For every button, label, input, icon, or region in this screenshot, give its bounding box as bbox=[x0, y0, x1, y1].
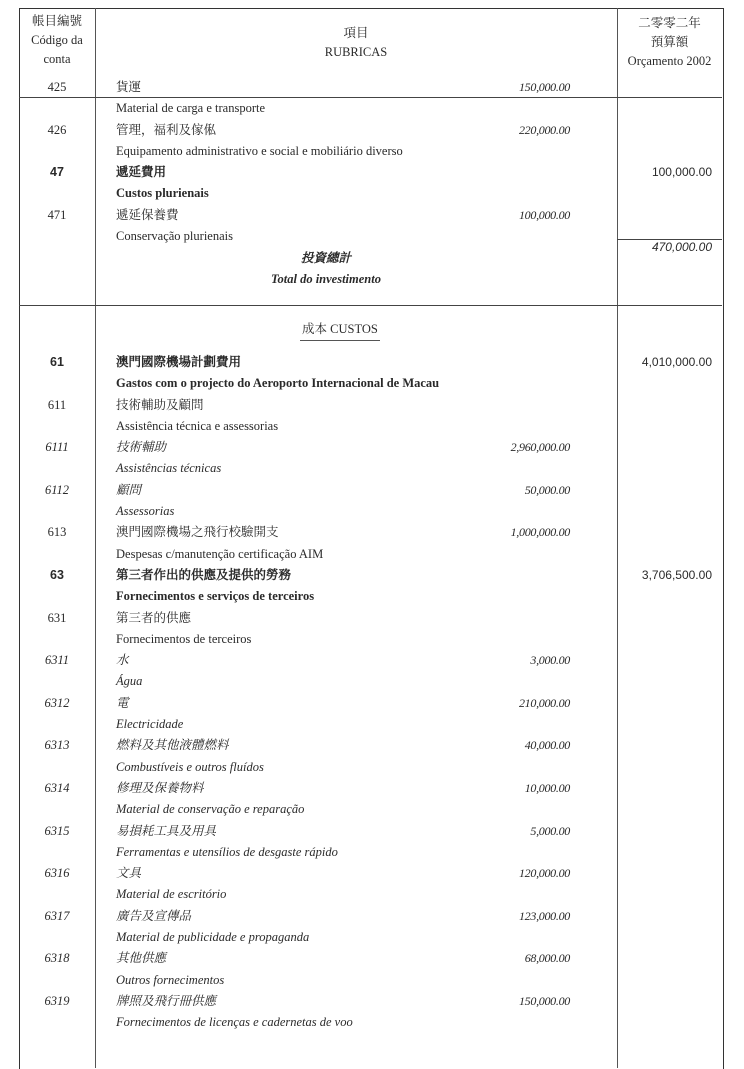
header-code bbox=[19, 12, 95, 69]
item-name-zh: 第三者的供應 bbox=[116, 610, 192, 625]
item-amount: 210,000.00 bbox=[518, 695, 570, 710]
table-row bbox=[19, 650, 722, 671]
table-row bbox=[19, 395, 722, 416]
account-code: 6318 bbox=[44, 951, 70, 966]
item-name-pt: Material de escritório bbox=[116, 887, 227, 902]
table-row-description bbox=[19, 226, 722, 247]
investment-total bbox=[19, 240, 722, 291]
account-code: 6315 bbox=[44, 823, 70, 838]
item-name-pt: Fornecimentos de licenças e cadernetas de voo bbox=[116, 1015, 353, 1030]
account-code: 425 bbox=[47, 80, 67, 94]
item-name-zh: 修理及保養物料 bbox=[116, 780, 204, 795]
item-name-pt: Material de publicidade e propaganda bbox=[116, 930, 310, 945]
item-name-pt: Gastos com o projecto do Aeroporto Internacional de Macau bbox=[116, 376, 440, 391]
table-row-description bbox=[19, 671, 722, 692]
table-row bbox=[19, 778, 722, 799]
account-code: 471 bbox=[47, 207, 67, 222]
account-code: 6314 bbox=[44, 780, 70, 795]
item-name-pt: Outros fornecimentos bbox=[116, 972, 225, 987]
header-budget-zh: 預算額 bbox=[650, 35, 689, 49]
table-row-description bbox=[19, 501, 722, 522]
table-row-description bbox=[19, 757, 722, 778]
table-row-description bbox=[19, 842, 722, 863]
table-row bbox=[19, 480, 722, 501]
table-row bbox=[19, 437, 722, 458]
account-code: 6316 bbox=[44, 866, 70, 881]
header-rubric-pt: RUBRICAS bbox=[324, 45, 388, 59]
investment-total-pt: Total do investimento bbox=[271, 272, 381, 287]
item-amount: 150,000.00 bbox=[518, 993, 570, 1008]
item-name-zh: 技術輔助 bbox=[116, 440, 167, 455]
account-code: 426 bbox=[47, 122, 67, 137]
header-code-zh: 帳目編號 bbox=[31, 14, 82, 28]
table-row bbox=[19, 735, 722, 756]
account-code: 611 bbox=[47, 397, 67, 412]
item-name-pt: Fornecimentos e serviços de terceiros bbox=[116, 589, 315, 604]
table-row bbox=[19, 863, 722, 884]
table-row-description bbox=[19, 970, 722, 991]
item-name-pt: Assistências técnicas bbox=[116, 461, 222, 476]
account-code: 631 bbox=[47, 610, 67, 625]
table-row-description bbox=[19, 586, 722, 607]
item-name-pt: Despesas c/manutenção certificação AIM bbox=[116, 546, 324, 561]
item-amount: 10,000.00 bbox=[524, 780, 570, 795]
item-name-zh: 文具 bbox=[116, 866, 142, 881]
table-row bbox=[19, 522, 722, 543]
table-row-description bbox=[19, 416, 722, 437]
table-row bbox=[19, 991, 722, 1012]
header-rubric bbox=[95, 24, 617, 62]
item-amount: 150,000.00 bbox=[518, 80, 570, 94]
table-row-description bbox=[19, 98, 722, 119]
item-amount: 40,000.00 bbox=[524, 738, 570, 753]
item-name-pt: Electricidade bbox=[116, 717, 184, 732]
item-name-pt: Conservação plurienais bbox=[116, 229, 233, 244]
table-row-description bbox=[19, 1012, 722, 1033]
item-name-zh: 廣告及宣傳品 bbox=[116, 908, 192, 923]
table-row bbox=[19, 608, 722, 629]
table-row bbox=[19, 693, 722, 714]
budget-total: 4,010,000.00 bbox=[641, 355, 712, 369]
table-row bbox=[19, 948, 722, 969]
account-code: 6317 bbox=[44, 908, 70, 923]
account-code: 6112 bbox=[44, 482, 70, 497]
item-amount: 100,000.00 bbox=[518, 207, 570, 222]
account-code: 6319 bbox=[44, 993, 70, 1008]
table-row bbox=[19, 906, 722, 927]
item-name-pt: Custos plurienais bbox=[116, 186, 209, 201]
header-code-pt: conta bbox=[43, 52, 71, 66]
item-name-zh: 水 bbox=[116, 653, 129, 668]
item-name-pt: Água bbox=[116, 674, 143, 689]
account-code: 47 bbox=[50, 165, 64, 180]
item-name-pt: Material de conservação e reparação bbox=[116, 802, 305, 817]
table-row-description bbox=[19, 927, 722, 948]
table-row-description bbox=[19, 183, 722, 204]
account-code: 6313 bbox=[44, 738, 70, 753]
investment-total-value: 470,000.00 bbox=[651, 240, 712, 254]
item-amount: 68,000.00 bbox=[524, 951, 570, 966]
item-name-zh: 顧問 bbox=[116, 482, 142, 497]
item-name-pt: Material de carga e transporte bbox=[116, 101, 265, 116]
item-name-zh: 牌照及飛行冊供應 bbox=[116, 993, 217, 1008]
header-code-pt: Código da bbox=[31, 33, 83, 47]
account-code: 63 bbox=[50, 567, 64, 582]
table-row-description bbox=[19, 373, 722, 394]
item-name-pt: Assistência técnica e assessorias bbox=[116, 418, 279, 433]
investment-total-zh: 投資總計 bbox=[300, 251, 351, 265]
item-amount: 120,000.00 bbox=[518, 866, 570, 881]
header-budget-year: 二零零二年 bbox=[638, 16, 701, 30]
header-budget bbox=[617, 14, 722, 71]
table-row-description bbox=[19, 714, 722, 735]
item-name-zh: 遞延費用 bbox=[116, 165, 167, 180]
account-code: 61 bbox=[50, 355, 64, 369]
section-divider bbox=[19, 305, 722, 306]
table-row bbox=[19, 162, 722, 183]
budget-total: 3,706,500.00 bbox=[641, 567, 712, 582]
item-amount: 5,000.00 bbox=[530, 823, 570, 838]
table-row bbox=[19, 205, 722, 226]
account-code: 613 bbox=[47, 525, 67, 540]
table-row bbox=[19, 565, 722, 586]
item-name-zh: 電 bbox=[116, 695, 129, 710]
table-row bbox=[19, 821, 722, 842]
item-name-zh: 燃料及其他液體燃料 bbox=[116, 738, 229, 753]
item-name-zh: 管理，福利及傢俬 bbox=[116, 122, 217, 137]
table-row-description bbox=[19, 884, 722, 905]
item-amount: 50,000.00 bbox=[524, 482, 570, 497]
header-budget-pt: Orçamento 2002 bbox=[627, 54, 712, 68]
item-amount: 3,000.00 bbox=[530, 653, 570, 668]
cost-section bbox=[19, 352, 722, 1034]
account-code: 6111 bbox=[45, 440, 69, 455]
section-title: 成本 CUSTOS bbox=[300, 319, 380, 341]
item-name-zh: 澳門國際機場之飛行校驗開支 bbox=[116, 525, 279, 540]
item-amount: 123,000.00 bbox=[518, 908, 570, 923]
item-amount: 220,000.00 bbox=[518, 122, 570, 137]
table-row bbox=[19, 352, 722, 373]
budget-total: 100,000.00 bbox=[651, 165, 712, 180]
item-name-pt: Assessorias bbox=[116, 504, 175, 519]
item-name-zh: 技術輔助及顧問 bbox=[116, 397, 204, 412]
account-code: 6312 bbox=[44, 695, 70, 710]
item-amount: 2,960,000.00 bbox=[510, 440, 570, 455]
item-name-pt: Fornecimentos de terceiros bbox=[116, 631, 252, 646]
item-name-pt: Ferramentas e utensílios de desgaste rápido bbox=[116, 844, 338, 859]
table-row-description bbox=[19, 141, 722, 162]
item-name-zh: 貨運 bbox=[116, 80, 142, 94]
table-row bbox=[19, 120, 722, 141]
header-rubric-zh: 項目 bbox=[343, 26, 369, 40]
table-row-description bbox=[19, 458, 722, 479]
item-name-zh: 易損耗工具及用具 bbox=[116, 823, 217, 838]
table-row-description bbox=[19, 799, 722, 820]
item-amount: 1,000,000.00 bbox=[510, 525, 570, 540]
item-name-zh: 遞延保養費 bbox=[116, 207, 179, 222]
item-name-zh: 其他供應 bbox=[116, 951, 167, 966]
item-name-pt: Equipamento administrativo e social e mobiliário diverso bbox=[116, 143, 403, 158]
account-code: 6311 bbox=[44, 653, 70, 668]
table-row-description bbox=[19, 544, 722, 565]
investment-section bbox=[19, 77, 722, 247]
item-name-zh: 澳門國際機場計劃費用 bbox=[116, 355, 242, 369]
item-name-zh: 第三者作出的供應及提供的勞務 bbox=[116, 567, 292, 582]
table-row-description bbox=[19, 629, 722, 650]
table-row bbox=[19, 77, 722, 98]
item-name-pt: Combustíveis e outros fluídos bbox=[116, 759, 264, 774]
